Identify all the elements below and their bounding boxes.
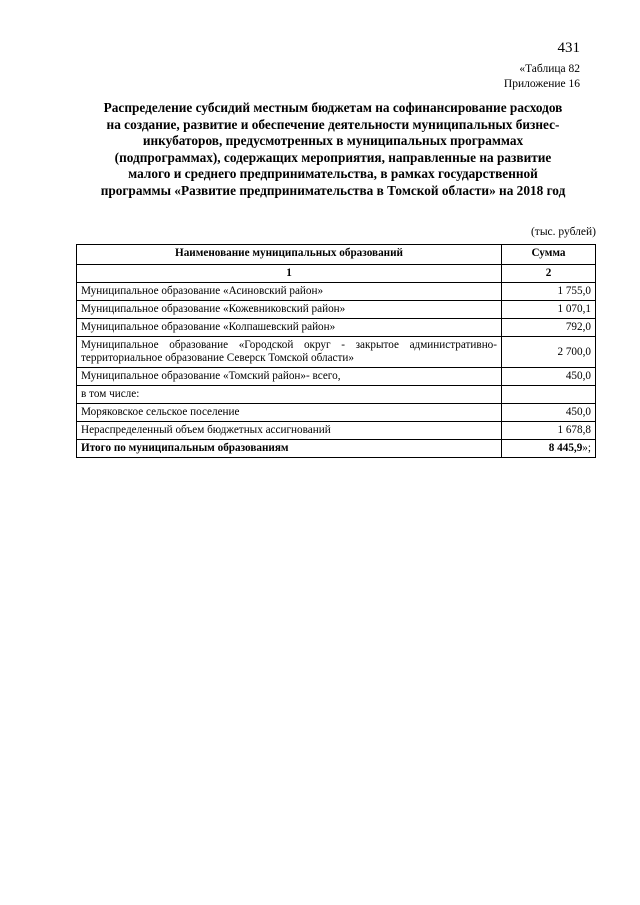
table-row bbox=[77, 386, 596, 404]
row-amount: 792,0 bbox=[502, 319, 596, 337]
row-amount bbox=[502, 386, 596, 404]
table-row bbox=[77, 301, 596, 319]
row-name: Муниципальное образование «Асиновский район» bbox=[77, 283, 502, 301]
total-row bbox=[77, 440, 596, 458]
table-row bbox=[77, 319, 596, 337]
row-name: Муниципальное образование «Городской округ - закрытое административно-территориальное образование Северск Томской области» bbox=[77, 337, 502, 368]
title-line: Распределение субсидий местным бюджетам на софинансирование расходов bbox=[103, 100, 563, 115]
title-line: на создание, развитие и обеспечение деятельности муниципальных бизнес- bbox=[106, 116, 560, 132]
row-amount: 2 700,0 bbox=[502, 337, 596, 368]
units-label: (тыс. рублей) bbox=[530, 226, 596, 238]
column-number: 1 bbox=[77, 265, 502, 283]
title-line: (подпрограммах), содержащих мероприятия, направленные на развитие bbox=[114, 149, 552, 165]
row-amount: 450,0 bbox=[502, 404, 596, 422]
row-name: в том числе: bbox=[77, 386, 502, 404]
total-amount: 8 445,9 bbox=[548, 442, 583, 454]
title-line: малого и среднего предпринимательства, в рамках государственной bbox=[128, 166, 538, 181]
table-row bbox=[77, 368, 596, 386]
closing-quote: »; bbox=[582, 442, 591, 454]
row-name: Муниципальное образование «Колпашевский район» bbox=[77, 319, 502, 337]
table-label: «Таблица 82 bbox=[519, 63, 580, 75]
row-name: Нераспределенный объем бюджетных ассигнований bbox=[77, 422, 502, 440]
header-row bbox=[77, 245, 596, 265]
title-line: инкубаторов, предусмотренных в муниципальных программах bbox=[142, 133, 524, 148]
header-name: Наименование муниципальных образований bbox=[77, 245, 502, 265]
row-name: Моряковское сельское поселение bbox=[77, 404, 502, 422]
appendix-label: Приложение 16 bbox=[503, 78, 580, 90]
total-name: Итого по муниципальным образованиям bbox=[77, 440, 502, 458]
row-amount: 1 070,1 bbox=[502, 301, 596, 319]
row-amount: 1 755,0 bbox=[502, 283, 596, 301]
page-number: 431 bbox=[557, 40, 580, 56]
table-row bbox=[77, 404, 596, 422]
table-row bbox=[77, 337, 596, 368]
column-number: 2 bbox=[502, 265, 596, 283]
row-name: Муниципальное образование «Кожевниковский район» bbox=[77, 301, 502, 319]
row-amount: 450,0 bbox=[502, 368, 596, 386]
title-line: программы «Развитие предпринимательства в Томской области» на 2018 год bbox=[100, 182, 566, 198]
subsidy-table bbox=[76, 244, 596, 458]
total-amount-cell bbox=[502, 440, 596, 458]
column-number-row bbox=[77, 265, 596, 283]
table-row bbox=[77, 283, 596, 301]
document-title bbox=[72, 100, 594, 199]
table-row bbox=[77, 422, 596, 440]
row-name: Муниципальное образование «Томский район»- всего, bbox=[77, 368, 502, 386]
table-reference bbox=[504, 62, 580, 92]
row-amount: 1 678,8 bbox=[502, 422, 596, 440]
header-amount: Сумма bbox=[502, 245, 596, 265]
